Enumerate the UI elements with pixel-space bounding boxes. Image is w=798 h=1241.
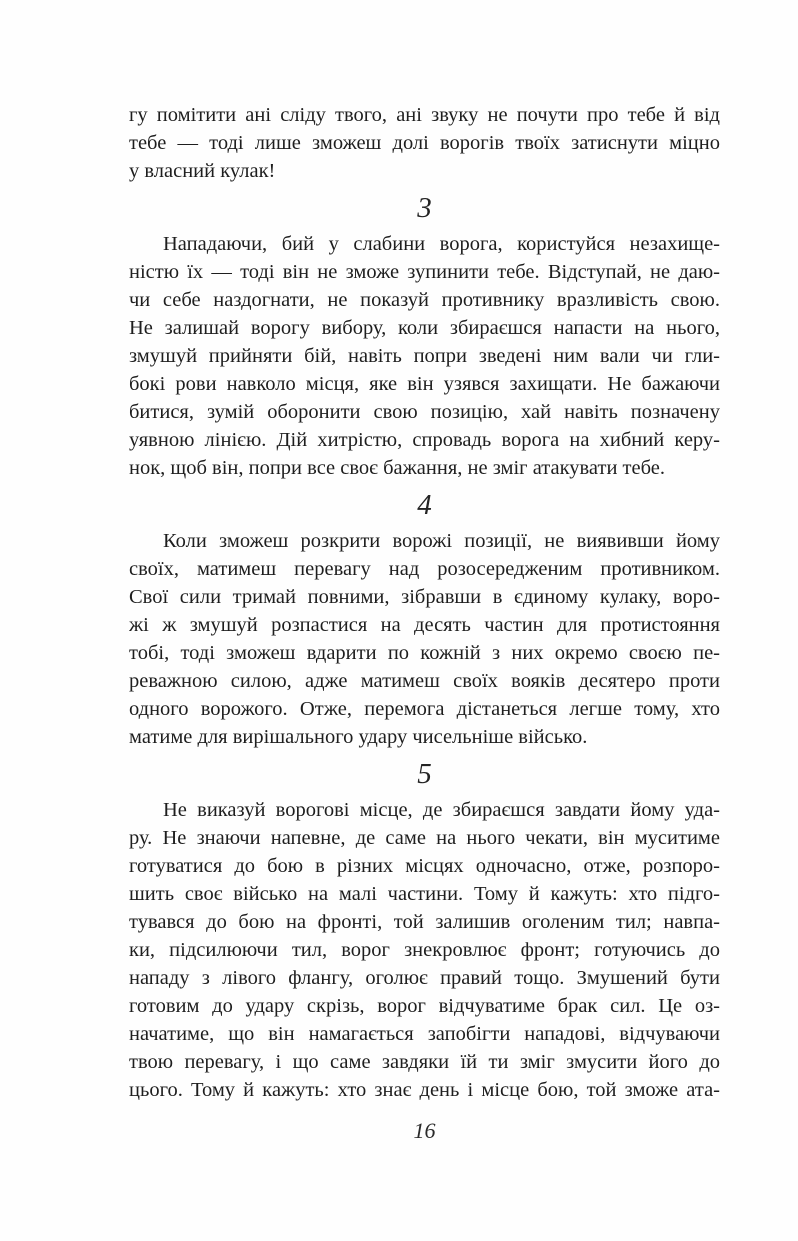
- text-line: тобі, тоді зможеш вдарити по кожній з них окремо своєю пе-: [129, 642, 720, 664]
- text-line: змушуй прийняти бій, навіть попри зведені ним вали чи гли-: [129, 345, 720, 367]
- text-line: тувався до бою на фронті, той залишив оголеним тил; навпа-: [129, 911, 720, 933]
- text-line: тебе — тоді лише зможеш долі ворогів твоїх затиснути міцно: [129, 132, 720, 154]
- text-line: готовим до удару скрізь, ворог відчуватиме брак сил. Це оз-: [129, 995, 720, 1017]
- section-heading-3: 3: [417, 192, 432, 224]
- section-5-paragraph: [129, 796, 720, 1104]
- section-4-paragraph: [129, 527, 720, 751]
- text-line: Не виказуй ворогові місце, де збираєшся завдати йому уда-: [163, 799, 720, 821]
- text-line: гу помітити ані сліду твого, ані звуку не почути про тебе й від: [129, 104, 720, 126]
- text-line: уявною лінією. Дій хитрістю, спровадь ворога на хибний керу-: [129, 429, 720, 451]
- text-line: реважною силою, адже матимеш своїх вояків десятеро проти: [129, 670, 720, 692]
- text-block: [129, 101, 720, 1145]
- text-line: шить своє військо на малі частини. Тому й кажуть: хто підго-: [129, 883, 720, 905]
- section-heading-4: 4: [417, 489, 432, 521]
- text-line: твою перевагу, і що саме завдяки їй ти зміг змусити його до: [129, 1051, 720, 1073]
- text-line: матиме для вирішального удару чисельніше військо.: [129, 726, 588, 748]
- text-line: жі ж змушуй розпастися на десять частин для протистояння: [129, 614, 720, 636]
- text-line: битися, зумій оборонити свою позицію, хай навіть позначену: [129, 401, 720, 423]
- text-line: цього. Тому й кажуть: хто знає день і місце бою, той зможе ата-: [129, 1079, 720, 1101]
- text-line: нок, щоб він, попри все своє бажання, не зміг атакувати тебе.: [129, 457, 665, 479]
- text-line: ру. Не знаючи напевне, де саме на нього чекати, він муситиме: [129, 827, 720, 849]
- text-line: Свої сили тримай повними, зібравши в єдиному кулаку, воро-: [129, 586, 720, 608]
- text-line: ки, підсилюючи тил, ворог знекровлює фронт; готуючись до: [129, 939, 720, 961]
- text-line: чи себе наздогнати, не показуй противнику вразливість свою.: [129, 289, 720, 311]
- text-line: ністю їх — тоді він не зможе зупинити тебе. Відступай, не даю-: [129, 261, 720, 283]
- text-line: Не залишай ворогу вибору, коли збираєшся напасти на нього,: [129, 317, 720, 339]
- text-line: у власний кулак!: [129, 160, 276, 182]
- text-line: бокі рови навколо місця, яке він узявся захищати. Не бажаючи: [129, 373, 720, 395]
- text-line: Нападаючи, бий у слабини ворога, користуйся незахище-: [163, 233, 720, 255]
- paragraph-continuation-from-previous-page: [129, 101, 720, 185]
- section-heading-5: 5: [417, 758, 432, 790]
- text-line: готуватися до бою в різних місцях одночасно, отже, розпоро-: [129, 855, 720, 877]
- text-line: своїх, матимеш перевагу над розосередженим противником.: [129, 558, 720, 580]
- text-line: Коли зможеш розкрити ворожі позиції, не виявивши йому: [163, 530, 720, 552]
- page-number: 16: [413, 1118, 436, 1143]
- text-line: начатиме, що він намагається запобігти нападові, відчуваючи: [129, 1023, 720, 1045]
- section-3-paragraph: [129, 230, 720, 482]
- text-line: нападу з лівого флангу, оголює правий тощо. Змушений бути: [129, 967, 720, 989]
- text-line: одного ворожого. Отже, перемога дістанеться легше тому, хто: [129, 698, 720, 720]
